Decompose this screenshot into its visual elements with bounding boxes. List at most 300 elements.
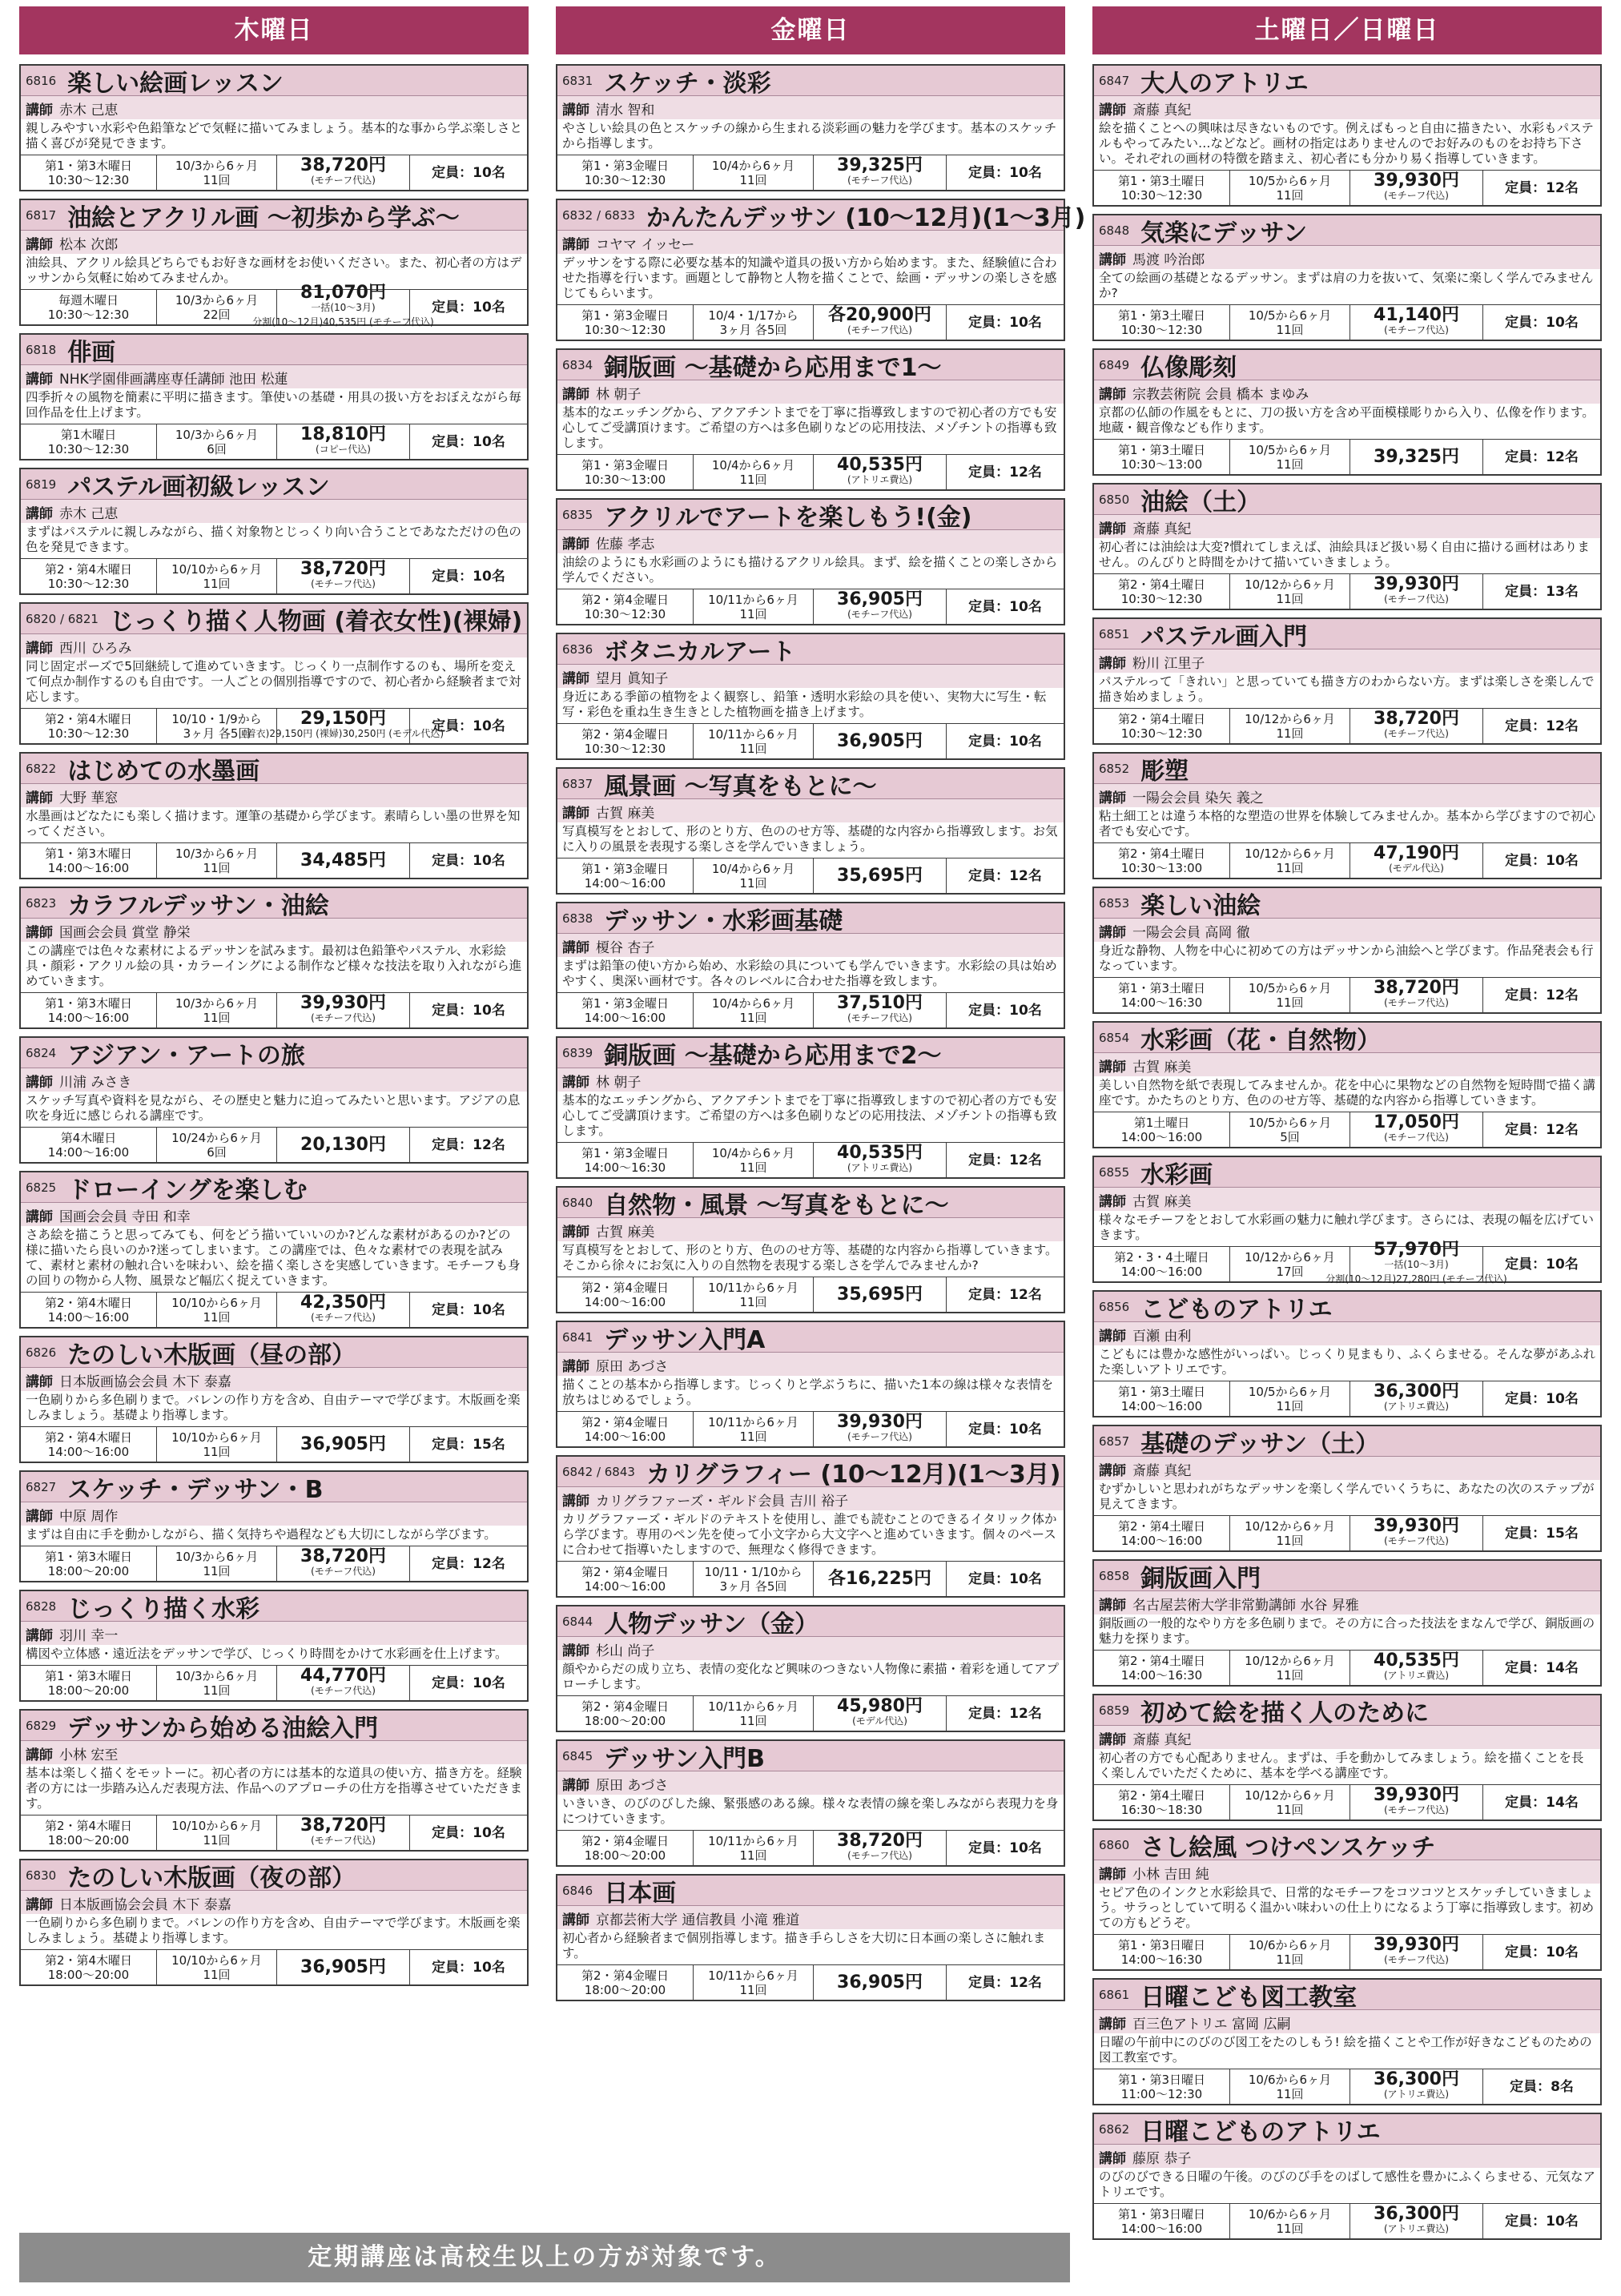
schedule-cell: 第1・第3木曜日 14:00～16:00 bbox=[21, 843, 157, 878]
course-info-row bbox=[21, 1127, 527, 1162]
fee-note: (アトリエ費込) bbox=[847, 473, 913, 485]
course-description: スケッチ写真や資料を見ながら、その歴史と魅力に迫ってみたいと思います。アジアの息吹を身近に感じられる講座です。 bbox=[26, 1093, 521, 1123]
course-card bbox=[1092, 1156, 1602, 1283]
instructor-row bbox=[21, 231, 527, 254]
period-cell: 10/4から6ヶ月 11回 bbox=[694, 455, 814, 489]
capacity-cell: 定員：10名 bbox=[432, 433, 505, 450]
course-number: 6854 bbox=[1099, 1030, 1130, 1045]
schedule-cell: 第1・第3木曜日 14:00～16:00 bbox=[21, 993, 157, 1027]
course-card bbox=[1092, 752, 1602, 879]
course-title: 仏像彫刻 bbox=[1140, 353, 1237, 382]
fee-cell bbox=[1350, 1785, 1483, 1820]
instructor-label: 講師 bbox=[26, 1897, 53, 1913]
course-number: 6835 bbox=[562, 507, 593, 522]
course-number: 6844 bbox=[562, 1614, 593, 1629]
course-description: パステルって「きれい」と思っていても描き方のわからない方。まずは楽しさを楽しんで描き始めましょう。 bbox=[1099, 674, 1595, 704]
period-cell: 10/4・1/17から 3ヶ月 各5回 bbox=[694, 305, 814, 340]
schedule-cell: 第2・第4土曜日 10:30～13:00 bbox=[1094, 843, 1230, 878]
course-number: 6825 bbox=[26, 1180, 57, 1195]
course-info-row bbox=[1094, 304, 1600, 340]
period-cell: 10/6から6ヶ月 11回 bbox=[1230, 2069, 1350, 2104]
fee-cell bbox=[1350, 440, 1483, 474]
period-cell: 10/11から6ヶ月 11回 bbox=[694, 1412, 814, 1446]
instructor-row bbox=[557, 1906, 1064, 1929]
course-description: 初心者の方でも心配ありません。まずは、手を動かしてみましょう。絵を描くことを長く楽しんでいただくために、基本を学べる講座です。 bbox=[1099, 1751, 1584, 1780]
instructor-name: 林 朝子 bbox=[596, 387, 642, 403]
fee-amount: 38,720円 bbox=[300, 1546, 386, 1566]
fee-note: (モチーフ代込) bbox=[1384, 996, 1449, 1008]
fee-amount: 36,905円 bbox=[837, 589, 923, 609]
schedule-cell: 毎週木曜日 10:30～12:30 bbox=[21, 290, 157, 324]
course-card bbox=[556, 64, 1065, 191]
period-cell: 10/6から6ヶ月 11回 bbox=[1230, 1935, 1350, 1969]
course-title-row bbox=[557, 903, 1064, 934]
instructor-name: 日本版画協会会員 木下 泰嘉 bbox=[59, 1897, 231, 1913]
course-description: まずはパステルに親しみながら、描く対象物とじっくり向い合うことであなただけの色の色を発見できます。 bbox=[26, 525, 521, 554]
course-card bbox=[556, 902, 1065, 1029]
schedule-cell: 第2・第4土曜日 14:00～16:00 bbox=[1094, 1516, 1230, 1550]
instructor-name: 赤木 己恵 bbox=[59, 506, 119, 522]
course-description: 油絵のようにも水彩画のようにも描けるアクリル絵具。まず、絵を描くことの楽しさから学んでください。 bbox=[562, 555, 1058, 585]
course-info-row bbox=[1094, 842, 1600, 878]
course-title: 基礎のデッサン（土） bbox=[1140, 1429, 1380, 1458]
course-card bbox=[556, 199, 1086, 341]
schedule-cell: 第2・第4土曜日 16:30～18:30 bbox=[1094, 1785, 1230, 1820]
fee-note: (アトリエ費込) bbox=[1383, 2222, 1450, 2234]
fee-amount: 39,325円 bbox=[1374, 446, 1459, 467]
course-title: 日曜こども図工教室 bbox=[1140, 1983, 1358, 2012]
fee-note: 一括(10～3月) 分割(10～12月)27,280円 (モチーフ代込) bbox=[1325, 1258, 1507, 1285]
course-card bbox=[1092, 1978, 1602, 2105]
course-card bbox=[1092, 1425, 1602, 1552]
instructor-row bbox=[21, 784, 527, 807]
course-description: デッサンをする際に必要な基本的知識や道具の扱い方から始めます。また、経験値に合わせた指導を行います。画題として静物と人物を描くことで、絵画・デッサンの楽しさを感じてもらいます。 bbox=[562, 255, 1057, 300]
course-title: 水彩画（花・自然物） bbox=[1140, 1026, 1382, 1055]
fee-cell bbox=[1325, 1239, 1507, 1285]
course-description: 身近にある季節の植物をよく観察し、鉛筆・透明水彩絵の具を使い、実物大に写生・転写・彩色を重ね生き生きとした植物画を描き上げます。 bbox=[562, 690, 1047, 719]
instructor-row bbox=[21, 1622, 527, 1645]
schedule-cell: 第1・第3木曜日 10:30～12:30 bbox=[21, 155, 157, 190]
instructor-label: 講師 bbox=[562, 1912, 589, 1928]
course-card bbox=[556, 633, 1065, 760]
fee-cell bbox=[1350, 1112, 1483, 1147]
course-description: 水墨画はどなたにも楽しく描けます。運筆の基礎から学びます。素晴らしい墨の世界を知ってください。 bbox=[26, 809, 521, 838]
period-cell: 10/24から6ヶ月 6回 bbox=[157, 1128, 277, 1162]
instructor-row bbox=[1094, 1726, 1600, 1749]
fee-note: (モチーフ代込) bbox=[1384, 1953, 1449, 1965]
fee-note: (モチーフ代込) bbox=[847, 1011, 912, 1023]
course-description: 一色刷りから多色刷りまで。バレンの作り方を含め、自由テーマで学びます。木版画を楽しみましょう。基礎より指導します。 bbox=[26, 1916, 521, 1945]
capacity-cell: 定員：15名 bbox=[432, 1436, 505, 1453]
instructor-name: 百瀬 由利 bbox=[1132, 1329, 1192, 1345]
period-cell: 10/12から6ヶ月 11回 bbox=[1230, 1516, 1350, 1550]
fee-note: (アトリエ費込) bbox=[1383, 1669, 1450, 1681]
instructor-name: 古賀 麻美 bbox=[596, 806, 655, 822]
instructor-name: 林 朝子 bbox=[596, 1075, 642, 1091]
course-number: 6862 bbox=[1099, 2121, 1130, 2137]
instructor-name: 榎谷 杏子 bbox=[596, 940, 655, 956]
fee-note: (モチーフ代込) bbox=[311, 1565, 376, 1577]
course-description: 構図や立体感・遠近法をデッサンで学び、じっくり時間をかけて水彩画を仕上げます。 bbox=[26, 1647, 508, 1661]
schedule-cell: 第2・3・4土曜日 14:00～16:00 bbox=[1094, 1247, 1230, 1281]
instructor-name: 清水 智和 bbox=[596, 103, 655, 119]
capacity-cell: 定員：12名 bbox=[968, 464, 1042, 481]
course-title: 銅版画 ～基礎から応用まで1～ bbox=[604, 353, 942, 382]
course-info-row bbox=[1094, 2203, 1600, 2238]
course-description: 同じ固定ポーズで5回継続して進めていきます。じっくり一点制作するのも、場所を変えて何点か制作するのも自由です。一人ごとの個別指導ですので、初心者から経験者まで対応します。 bbox=[26, 659, 521, 704]
instructor-row bbox=[557, 1068, 1064, 1092]
course-number: 6856 bbox=[1099, 1299, 1130, 1314]
course-number: 6816 bbox=[26, 73, 57, 88]
instructor-label: 講師 bbox=[1099, 387, 1126, 403]
schedule-cell: 第1・第3金曜日 10:30～12:30 bbox=[557, 305, 694, 340]
schedule-cell: 第1・第3土曜日 14:00～16:00 bbox=[1094, 1381, 1230, 1416]
schedule-cell: 第2・第4木曜日 18:00～20:00 bbox=[21, 1950, 157, 1984]
course-info-row bbox=[1094, 573, 1600, 609]
course-title-row bbox=[557, 350, 1064, 380]
course-list bbox=[1092, 64, 1602, 2240]
course-number: 6829 bbox=[26, 1718, 57, 1733]
course-title-row bbox=[1094, 66, 1600, 96]
course-title: スケッチ・デッサン・B bbox=[67, 1475, 324, 1504]
course-info-row bbox=[21, 155, 527, 190]
schedule-cell: 第1土曜日 14:00～16:00 bbox=[1094, 1112, 1230, 1147]
fee-amount: 39,930円 bbox=[1374, 1515, 1459, 1536]
instructor-name: 粉川 江里子 bbox=[1132, 656, 1205, 672]
course-info-row bbox=[21, 1426, 527, 1462]
column-friday bbox=[556, 6, 1086, 2008]
capacity-cell: 定員：10名 bbox=[1505, 2213, 1579, 2230]
instructor-row bbox=[21, 1368, 527, 1391]
course-info-row bbox=[21, 708, 527, 743]
schedule-cell: 第2・第4金曜日 18:00～20:00 bbox=[557, 1831, 694, 1865]
course-title: 風景画 ～写真をもとに～ bbox=[604, 772, 877, 801]
course-info-row bbox=[1094, 1650, 1600, 1685]
course-description: 京都の仏師の作風をもとに、刀の扱い方を含め平面模様彫りから入り、仏像を作ります。地蔵・観音像なども作ります。 bbox=[1099, 405, 1595, 435]
fee-cell bbox=[277, 1427, 410, 1462]
fee-amount: 44,770円 bbox=[300, 1665, 386, 1686]
course-title-row bbox=[557, 769, 1064, 799]
course-description: まずは自由に手を動かしながら、描く気持ちや過程なども大切にしながら学びます。 bbox=[26, 1527, 497, 1542]
fee-amount: 40,535円 bbox=[1374, 1650, 1459, 1671]
course-info-row bbox=[557, 1964, 1064, 2000]
instructor-name: 一陽会会員 高岡 徹 bbox=[1132, 925, 1250, 941]
instructor-name: 百三色アトリエ 富岡 広嗣 bbox=[1132, 2017, 1291, 2033]
course-title-row bbox=[21, 888, 527, 919]
fee-cell bbox=[814, 455, 947, 489]
fee-cell bbox=[277, 155, 410, 190]
course-card bbox=[1092, 617, 1602, 745]
course-title-row bbox=[21, 1860, 527, 1891]
instructor-label: 講師 bbox=[26, 641, 53, 657]
instructor-label: 講師 bbox=[1099, 252, 1126, 268]
period-cell: 10/4から6ヶ月 11回 bbox=[694, 858, 814, 893]
fee-note: (モチーフ代込) bbox=[311, 1011, 376, 1023]
instructor-name: 古賀 麻美 bbox=[596, 1224, 655, 1240]
fee-amount: 38,720円 bbox=[837, 1830, 923, 1851]
course-card bbox=[1092, 1021, 1602, 1148]
fee-note: (モチーフ代込) bbox=[1384, 1131, 1449, 1143]
course-number: 6848 bbox=[1099, 223, 1130, 238]
period-cell: 10/11から6ヶ月 11回 bbox=[694, 1277, 814, 1312]
course-info-row bbox=[1094, 1239, 1600, 1285]
course-info-row bbox=[557, 1411, 1064, 1446]
period-cell: 10/10から6ヶ月 11回 bbox=[157, 1815, 277, 1850]
fee-note: (モチーフ代込) bbox=[1384, 593, 1449, 605]
day-header: 土曜日／日曜日 bbox=[1092, 6, 1602, 54]
fee-amount: 81,070円 bbox=[300, 282, 386, 303]
fee-note: (モチーフ代込) bbox=[847, 324, 912, 336]
instructor-label: 講師 bbox=[26, 1209, 53, 1225]
course-description: まずは鉛筆の使い方から始め、水彩絵の具についても学んでいきます。水彩絵の具は始めやすく、奥深い画材です。各々のレベルに合わせた指導を致します。 bbox=[562, 959, 1057, 988]
course-title-row bbox=[21, 604, 527, 634]
course-title: スケッチ・淡彩 bbox=[604, 69, 771, 98]
course-title: かんたんデッサン (10～12月)(1～3月) bbox=[646, 203, 1086, 232]
instructor-row bbox=[1094, 1322, 1600, 1345]
day-header: 金曜日 bbox=[556, 6, 1065, 54]
course-title: パステル画入門 bbox=[1140, 622, 1308, 651]
course-title: 自然物・風景 ～写真をもとに～ bbox=[604, 1191, 949, 1220]
fee-cell bbox=[1350, 1651, 1483, 1685]
period-cell: 10/4から6ヶ月 11回 bbox=[694, 993, 814, 1027]
instructor-row bbox=[557, 530, 1064, 553]
course-description: 銅版画の一般的なやり方を多色刷りまで。その方に合った技法をまなんで学び、銅版画の魅力を探ります。 bbox=[1099, 1616, 1595, 1646]
instructor-label: 講師 bbox=[562, 806, 589, 822]
course-title-row bbox=[1094, 1980, 1600, 2010]
course-info-row bbox=[1094, 1515, 1600, 1550]
course-info-row bbox=[21, 1815, 527, 1850]
fee-amount: 35,695円 bbox=[837, 865, 923, 886]
capacity-cell: 定員：10名 bbox=[968, 1840, 1042, 1856]
course-number: 6826 bbox=[26, 1345, 57, 1360]
course-info-row bbox=[1094, 2069, 1600, 2104]
instructor-label: 講師 bbox=[1099, 656, 1126, 672]
capacity-cell: 定員：10名 bbox=[1505, 314, 1579, 331]
instructor-row bbox=[1094, 515, 1600, 538]
capacity-cell: 定員：10名 bbox=[968, 314, 1042, 331]
capacity-cell: 定員：10名 bbox=[432, 852, 505, 869]
period-cell: 10/3から6ヶ月 11回 bbox=[157, 993, 277, 1027]
course-card bbox=[556, 1739, 1065, 1867]
course-title-row bbox=[557, 634, 1064, 665]
course-title: デッサンから始める油絵入門 bbox=[67, 1714, 379, 1743]
instructor-label: 講師 bbox=[1099, 1194, 1126, 1210]
course-title: 人物デッサン（金） bbox=[604, 1610, 819, 1639]
fee-note: (モデル代込) bbox=[1389, 862, 1444, 874]
course-info-row bbox=[1094, 1784, 1600, 1820]
course-card bbox=[19, 468, 529, 595]
capacity-cell: 定員：15名 bbox=[1505, 1525, 1579, 1542]
fee-cell bbox=[1350, 305, 1483, 340]
column-thursday bbox=[19, 6, 529, 1993]
course-number: 6847 bbox=[1099, 73, 1130, 88]
instructor-name: 中原 周作 bbox=[59, 1509, 119, 1525]
instructor-name: 原田 あづさ bbox=[596, 1778, 669, 1794]
schedule-cell: 第2・第4木曜日 10:30～12:30 bbox=[21, 559, 157, 593]
fee-amount: 41,140円 bbox=[1374, 304, 1459, 325]
capacity-cell: 定員：10名 bbox=[968, 1421, 1042, 1438]
course-description: 初心者から経験者まで個別指導します。描き手らしさを大切に日本画の楽しさに触れます。 bbox=[562, 1931, 1046, 1960]
fee-amount: 35,695円 bbox=[837, 1284, 923, 1305]
fee-note: (モチーフ代込) bbox=[311, 174, 376, 186]
course-card bbox=[556, 1605, 1065, 1732]
course-title-row bbox=[557, 1188, 1064, 1218]
fee-cell bbox=[277, 843, 410, 878]
schedule-cell: 第1・第3日曜日 11:00～12:30 bbox=[1094, 2069, 1230, 2104]
capacity-cell: 定員：10名 bbox=[432, 718, 505, 734]
fee-cell bbox=[1350, 1516, 1483, 1550]
course-title-row bbox=[1094, 485, 1600, 515]
instructor-name: 斎藤 真紀 bbox=[1132, 1463, 1192, 1479]
course-number: 6857 bbox=[1099, 1433, 1130, 1449]
instructor-label: 講師 bbox=[26, 103, 53, 119]
period-cell: 10/5から6ヶ月 11回 bbox=[1230, 1381, 1350, 1416]
course-description: 描くことの基本から指導します。じっくりと学ぶうちに、描いた1本の線は様々な表情を放ちはじめるでしょう。 bbox=[562, 1377, 1054, 1407]
course-title: 水彩画 bbox=[1140, 1160, 1213, 1189]
fee-amount: 29,150円 bbox=[300, 708, 386, 729]
capacity-cell: 定員：12名 bbox=[968, 1286, 1042, 1303]
course-title: 油絵とアクリル画 ～初歩から学ぶ～ bbox=[67, 203, 460, 232]
instructor-name: 望月 眞知子 bbox=[596, 671, 669, 687]
fee-cell bbox=[277, 1128, 410, 1162]
day-header: 木曜日 bbox=[19, 6, 529, 54]
course-title: 楽しい絵画レッスン bbox=[67, 69, 284, 98]
capacity-cell: 定員：14名 bbox=[1505, 1659, 1579, 1676]
schedule-cell: 第2・第4金曜日 14:00～16:00 bbox=[557, 1277, 694, 1312]
course-description: 身近な静物、人物を中心に初めての方はデッサンから油絵へと学びます。作品発表会も行なっています。 bbox=[1099, 943, 1594, 973]
instructor-label: 講師 bbox=[26, 237, 53, 253]
instructor-row bbox=[1094, 1457, 1600, 1480]
course-card bbox=[1092, 64, 1602, 207]
fee-cell bbox=[277, 1293, 410, 1327]
course-title-row bbox=[1094, 1157, 1600, 1188]
course-description: 親しみやすい水彩や色鉛筆などで気軽に描いてみましょう。基本的な事から学ぶ楽しさと描く喜びが発見できます。 bbox=[26, 121, 523, 151]
course-title-row bbox=[1094, 1292, 1600, 1322]
capacity-cell: 定員：10名 bbox=[432, 164, 505, 181]
course-number: 6841 bbox=[562, 1329, 593, 1345]
course-title: アジアン・アートの旅 bbox=[67, 1041, 305, 1070]
period-cell: 10/11から6ヶ月 11回 bbox=[694, 724, 814, 758]
capacity-cell: 定員：14名 bbox=[1505, 1794, 1579, 1811]
course-title: たのしい木版画（夜の部） bbox=[67, 1864, 356, 1892]
course-number: 6824 bbox=[26, 1045, 57, 1060]
instructor-row bbox=[1094, 1591, 1600, 1614]
schedule-cell: 第1・第3木曜日 18:00～20:00 bbox=[21, 1546, 157, 1581]
period-cell: 10/6から6ヶ月 11回 bbox=[1230, 2204, 1350, 2238]
fee-cell bbox=[814, 993, 947, 1027]
period-cell: 10/12から6ヶ月 11回 bbox=[1230, 709, 1350, 743]
course-card bbox=[19, 1171, 529, 1329]
course-title: たのしい木版画（昼の部） bbox=[67, 1341, 356, 1369]
course-title: デッサン・水彩画基礎 bbox=[604, 907, 843, 935]
course-number: 6818 bbox=[26, 342, 57, 357]
course-card bbox=[556, 1186, 1065, 1313]
period-cell: 10/3から6ヶ月 22回 bbox=[157, 290, 277, 324]
instructor-name: 羽川 幸一 bbox=[59, 1628, 119, 1644]
schedule-cell: 第1・第3土曜日 10:30～12:30 bbox=[1094, 305, 1230, 340]
course-description: セピア色のインクと水彩絵具で、日常的なモチーフをコツコツとスケッチしていきましょう。サラっとしていて明るく温かい味わいの仕上りになるよう丁寧に指導致します。初めての方もどうぞ。 bbox=[1099, 1885, 1595, 1930]
instructor-row bbox=[1094, 784, 1600, 807]
course-info-row bbox=[557, 723, 1064, 758]
schedule-cell: 第1・第3金曜日 14:00～16:00 bbox=[557, 858, 694, 893]
fee-amount: 各20,900円 bbox=[828, 304, 931, 325]
instructor-label: 講師 bbox=[26, 925, 53, 941]
schedule-cell: 第2・第4木曜日 14:00～16:00 bbox=[21, 1293, 157, 1327]
instructor-row bbox=[1094, 1053, 1600, 1076]
fee-amount: 38,720円 bbox=[300, 1815, 386, 1836]
schedule-cell: 第1・第3金曜日 14:00～16:00 bbox=[557, 993, 694, 1027]
course-number: 6831 bbox=[562, 73, 593, 88]
period-cell: 10/10から6ヶ月 11回 bbox=[157, 1950, 277, 1984]
capacity-cell: 定員：10名 bbox=[968, 733, 1042, 750]
fee-amount: 37,510円 bbox=[837, 992, 923, 1013]
course-title-row bbox=[557, 1876, 1064, 1906]
period-cell: 10/12から6ヶ月 11回 bbox=[1230, 1785, 1350, 1820]
fee-amount: 40,535円 bbox=[837, 1142, 923, 1163]
course-title: ドローイングを楽しむ bbox=[67, 1176, 308, 1204]
course-title-row bbox=[557, 1741, 1064, 1771]
course-info-row bbox=[21, 992, 527, 1027]
instructor-label: 講師 bbox=[562, 537, 589, 553]
fee-note: (モチーフ代込) bbox=[1384, 1534, 1449, 1546]
course-number: 6827 bbox=[26, 1479, 57, 1494]
course-number: 6832 / 6833 bbox=[562, 207, 635, 223]
course-description: 全ての絵画の基礎となるデッサン。まずは肩の力を抜いて、気楽に楽しく学んでみませんか? bbox=[1099, 271, 1594, 300]
fee-note: (モチーフ代込) bbox=[1384, 189, 1449, 201]
course-title-row bbox=[557, 1606, 1064, 1637]
instructor-label: 講師 bbox=[26, 372, 53, 388]
fee-amount: 20,130円 bbox=[300, 1134, 386, 1155]
course-description: 四季折々の風物を簡素に平明に描きます。筆使いの基礎・用具の扱い方をおぼえながら毎回作品を仕上げます。 bbox=[26, 390, 521, 420]
course-number: 6839 bbox=[562, 1045, 593, 1060]
course-title: じっくり描く水彩 bbox=[67, 1594, 260, 1623]
course-title-row bbox=[21, 1472, 527, 1502]
course-title-row bbox=[1094, 754, 1600, 784]
course-description: のびのびできる日曜の午後。のびのび手をのばして感性を豊かにふくらませる、元気なアトリエです。 bbox=[1099, 2169, 1596, 2199]
fee-note: (コピー代込) bbox=[316, 443, 371, 455]
instructor-name: 小林 吉田 純 bbox=[1132, 1867, 1209, 1883]
instructor-name: 杉山 尚子 bbox=[596, 1643, 655, 1659]
instructor-name: 小林 宏至 bbox=[59, 1747, 119, 1763]
course-title-row bbox=[557, 500, 1064, 530]
course-title-row bbox=[21, 1337, 527, 1368]
course-title: 気楽にデッサン bbox=[1140, 219, 1308, 247]
course-card bbox=[556, 1455, 1065, 1598]
fee-amount: 39,930円 bbox=[1374, 1784, 1459, 1805]
course-title: はじめての水墨画 bbox=[67, 757, 260, 786]
course-card bbox=[1092, 483, 1602, 610]
course-list bbox=[19, 64, 529, 1986]
capacity-cell: 定員：8名 bbox=[1510, 2078, 1574, 2095]
course-info-row bbox=[1094, 1381, 1600, 1416]
course-info-row bbox=[1094, 977, 1600, 1012]
fee-note: (モチーフ代込) bbox=[847, 174, 912, 186]
course-info-row bbox=[1094, 708, 1600, 743]
instructor-name: 斎藤 真紀 bbox=[1132, 521, 1192, 537]
instructor-name: 日本版画協会会員 木下 泰嘉 bbox=[59, 1374, 231, 1390]
fee-amount: 39,930円 bbox=[1374, 170, 1459, 191]
course-card bbox=[556, 767, 1065, 895]
instructor-label: 講師 bbox=[1099, 1060, 1126, 1076]
period-cell: 10/11から6ヶ月 11回 bbox=[694, 1965, 814, 2000]
course-description: 油絵具、アクリル絵具どちらでもお好きな画材をお使いください。また、初心者の方はデッサンから気軽に始めてみませんか。 bbox=[26, 255, 522, 285]
period-cell: 10/3から6ヶ月 11回 bbox=[157, 155, 277, 190]
schedule-cell: 第2・第4金曜日 14:00～16:00 bbox=[557, 1412, 694, 1446]
course-number: 6836 bbox=[562, 641, 593, 657]
instructor-label: 講師 bbox=[1099, 1463, 1126, 1479]
fee-cell bbox=[814, 1277, 947, 1312]
capacity-cell: 定員：10名 bbox=[432, 1301, 505, 1318]
